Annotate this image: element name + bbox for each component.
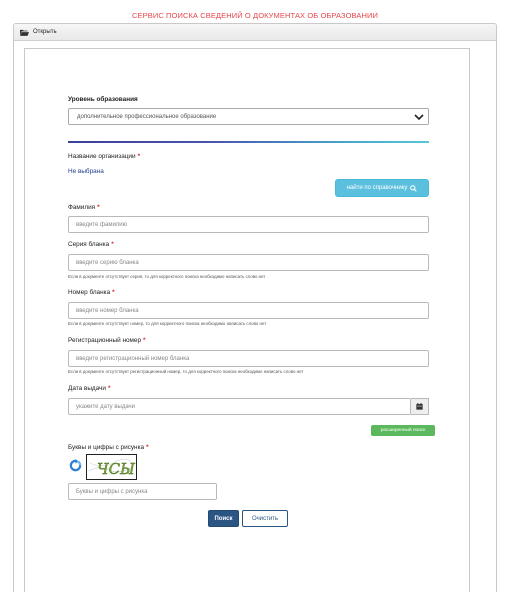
search-form [24,48,470,592]
captcha-image [86,454,137,480]
education-level-value: дополнительное профессиональное образование [77,113,217,120]
panel-header-label: Открыть [33,29,57,35]
page-title: СЕРВИС ПОИСКА СВЕДЕНИЙ О ДОКУМЕНТАХ ОБ ОБРАЗОВАНИИ [132,11,378,20]
section-divider [68,141,429,143]
clear-button[interactable]: Очистить [242,510,288,527]
search-panel [13,23,497,592]
reg-number-label [68,337,146,344]
folder-open-icon [20,29,29,36]
issue-date-label [68,385,110,392]
required-marker: * [143,337,146,344]
required-marker: * [112,289,115,296]
surname-label [68,204,100,211]
series-hint: Если в документе отсутствует серия, то для корректного поиска необходимо написать слово нет [68,274,266,279]
captcha-label-text: Буквы и цифры с рисунка [68,444,145,451]
captcha-label [68,444,149,451]
chevron-down-icon [414,112,424,122]
number-input[interactable]: введите номер бланка [68,302,429,319]
refresh-icon[interactable] [69,459,82,472]
number-label [68,289,115,296]
calendar-icon [416,403,423,410]
captcha-input[interactable]: Буквы и цифры с рисунка [68,483,217,500]
issue-date-input[interactable]: укажите дату выдачи [68,398,411,415]
reg-number-input[interactable]: введите регистрационный номер бланка [68,350,429,367]
series-label-text: Серия бланка [68,241,110,248]
directory-search-label: найти по справочнику [346,185,408,191]
required-marker: * [146,444,149,451]
organization-value[interactable]: Не выбрана [68,168,104,175]
search-button[interactable]: Поиск [208,510,239,527]
required-marker: * [137,153,141,160]
required-marker: * [107,385,111,392]
series-label [68,241,114,248]
series-input[interactable]: введите серию бланка [68,254,429,271]
extended-search-button[interactable]: расширенный поиск [371,425,435,436]
number-hint: Если в документе отсутствует номер, то для корректного поиска необходимо написать слово нет [68,321,267,326]
calendar-button[interactable] [411,398,429,415]
surname-input[interactable]: введите фамилию [68,216,429,233]
surname-label-text: Фамилия [68,204,96,211]
search-icon [410,185,417,192]
education-level-label: Уровень образования [68,96,138,103]
education-level-select[interactable] [68,108,429,125]
organization-label-text: Название организации [68,153,136,160]
number-label-text: Номер бланка [68,289,111,296]
captcha-text: ЧСЫ [97,460,135,478]
organization-label [68,153,140,160]
required-marker: * [97,204,100,211]
required-marker: * [111,241,114,248]
issue-date-label-text: Дата выдачи [68,385,106,392]
directory-search-button[interactable] [335,179,429,197]
panel-header-open[interactable] [14,24,496,41]
reg-number-label-text: Регистрационный номер [68,337,142,344]
reg-number-hint: Если в документе отсутствует регистрационный номер, то для корректного поиска необходимо написать слово нет [68,369,304,374]
